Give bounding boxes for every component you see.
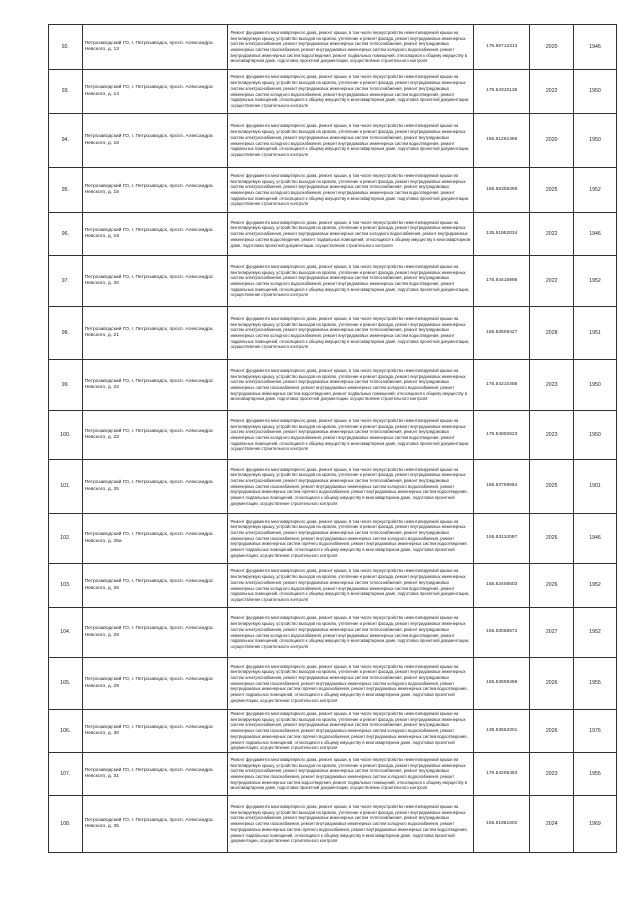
row-number: 92. <box>49 25 83 70</box>
table-row <box>49 658 617 710</box>
row-construction-year: 1946 <box>574 514 617 564</box>
row-address: Петрозаводский ГО, г. Петрозаводск, просп. Александра Невского, д. 25 <box>82 460 228 514</box>
row-construction-year: 1901 <box>574 460 617 514</box>
table-row <box>49 514 617 564</box>
row-planned-year: 2027 <box>530 608 574 658</box>
row-works: Ремонт фундамента многоквартирного дома, ремонт крыши, в том числе переустройство невентилируемой крыши на вентилируемую крышу, устройство выходов на кровлю, утепление и ремонт фасада, ремонт внутридомовых инженерных систем электроснабжения, ремонт внутридомовых инженерных систем теплоснабжения, ремонт внутридомовых инженерных систем холодного водоснабжения, ремонт внутридомовых инженерных систем водоотведения, ремонт подвальных помещений, относящихся к общему имуществу в многоквартирном доме, подготовка проектной документации, осуществление строительного контроля <box>228 608 474 658</box>
row-construction-year: 1976 <box>574 710 617 753</box>
row-address: Петрозаводский ГО, г. Петрозаводск, просп. Александра Невского, д. 29 <box>82 658 228 710</box>
row-address: Петрозаводский ГО, г. Петрозаводск, просп. Александра Невского, д. 14 <box>82 70 228 114</box>
table-row <box>49 114 617 168</box>
row-cost: 135.53663301 <box>474 710 530 753</box>
row-cost: 155.53509427 <box>474 307 530 360</box>
row-planned-year: 2023 <box>530 360 574 411</box>
row-address: Петрозаводский ГО, г. Петрозаводск, просп. Александра Невского, д. 21 <box>82 307 228 360</box>
row-number: 104. <box>49 608 83 658</box>
table-row <box>49 608 617 658</box>
row-number: 108. <box>49 796 83 853</box>
row-address: Петрозаводский ГО, г. Петрозаводск, просп. Александра Невского, д. 18 <box>82 168 228 213</box>
row-works: Ремонт фундамента многоквартирного дома, ремонт крыши, в том числе переустройство невентилируемой крыши на вентилируемую крышу, устройство выходов на кровлю, утепление и ремонт фасада, ремонт внутридомовых инженерных систем электроснабжения, ремонт внутридомовых инженерных систем теплоснабжения, ремонт внутридомовых инженерных систем газоснабжения, ремонт внутридомовых инженерных систем холодного водоснабжения, ремонт внутридомовых инженерных систем горячего водоснабжения, ремонт внутридомовых инженерных систем водоотведения, ремонт подвальных помещений, относящихся к общему имуществу в многоквартирном доме, подготовка проектной документации, осуществление строительного контроля <box>228 796 474 853</box>
row-planned-year: 2025 <box>530 460 574 514</box>
row-cost: 155.53110097 <box>474 514 530 564</box>
row-works: Ремонт фундамента многоквартирного дома, ремонт крыши, в том числе переустройство невентилируемой крыши на вентилируемую крышу, устройство выходов на кровлю, утепление и ремонт фасада, ремонт внутридомовых инженерных систем электроснабжения, ремонт внутридомовых инженерных систем теплоснабжения, ремонт внутридомовых инженерных систем газоснабжения, ремонт внутридомовых инженерных систем холодного водоснабжения, ремонт внутридомовых инженерных систем горячего водоснабжения, ремонт внутридомовых инженерных систем водоотведения, ремонт подвальных помещений, относящихся к общему имуществу в многоквартирном доме, подготовка проектной документации, осуществление строительного контроля <box>228 460 474 514</box>
row-planned-year: 2023 <box>530 411 574 460</box>
row-works: Ремонт фундамента многоквартирного дома, ремонт крыши, в том числе переустройство невентилируемой крыши на вентилируемую крышу, устройство выходов на кровлю, утепление и ремонт фасада, ремонт внутридомовых инженерных систем электроснабжения, ремонт внутридомовых инженерных систем теплоснабжения, ремонт внутридомовых инженерных систем холодного водоснабжения, ремонт внутридомовых инженерных систем водоотведения, ремонт подвальных помещений, относящихся к общему имуществу в многоквартирном доме, подготовка проектной документации, осуществление строительного контроля <box>228 411 474 460</box>
row-number: 97. <box>49 256 83 307</box>
row-cost: 175.54310135 <box>474 70 530 114</box>
row-number: 103. <box>49 564 83 608</box>
row-works: Ремонт фундамента многоквартирного дома, ремонт крыши, в том числе переустройство невентилируемой крыши на вентилируемую крышу, устройство выходов на кровлю, утепление и ремонт фасада, ремонт внутридомовых инженерных систем электроснабжения, ремонт внутридомовых инженерных систем теплоснабжения, ремонт внутридомовых инженерных систем холодного водоснабжения, ремонт внутридомовых инженерных систем водоотведения, ремонт подвальных помещений, относящихся к общему имуществу в многоквартирном доме, подготовка проектной документации, осуществление строительного контроля <box>228 256 474 307</box>
row-construction-year: 1950 <box>574 114 617 168</box>
row-planned-year: 2022 <box>530 256 574 307</box>
table-row <box>49 213 617 256</box>
row-cost: 155.53608496 <box>474 658 530 710</box>
row-number: 100. <box>49 411 83 460</box>
row-number: 102. <box>49 514 83 564</box>
row-construction-year: 1952 <box>574 608 617 658</box>
row-address: Петрозаводский ГО, г. Петрозаводск, просп. Александра Невского, д. 16 <box>82 114 228 168</box>
row-address: Петрозаводский ГО, г. Петрозаводск, просп. Александра Невского, д. 22 <box>82 360 228 411</box>
row-construction-year: 1952 <box>574 564 617 608</box>
row-number: 93. <box>49 70 83 114</box>
row-number: 105. <box>49 658 83 710</box>
row-planned-year: 2028 <box>530 307 574 360</box>
row-works: Ремонт фундамента многоквартирного дома, ремонт крыши, в том числе переустройство невентилируемой крыши на вентилируемую крышу, устройство выходов на кровлю, утепление и ремонт фасада, ремонт внутридомовых инженерных систем электроснабжения, ремонт внутридомовых инженерных систем холодного водоснабжения, ремонт внутридомовых инженерных систем водоотведения, ремонт подвальных помещений, относящихся к общему имуществу в многоквартирном доме, подготовка проектной документации, осуществление строительного контроля <box>228 213 474 256</box>
row-cost: 155.51261469 <box>474 114 530 168</box>
row-number: 98. <box>49 307 83 360</box>
row-planned-year: 2022 <box>530 70 574 114</box>
table-row <box>49 796 617 853</box>
row-number: 99. <box>49 360 83 411</box>
row-number: 96. <box>49 213 83 256</box>
row-address: Петрозаводский ГО, г. Петрозаводск, просп. Александра Невского, д. 26 <box>82 564 228 608</box>
row-cost: 175.54902623 <box>474 411 530 460</box>
row-works: Ремонт фундамента многоквартирного дома, ремонт крыши, в том числе переустройство невентилируемой крыши на вентилируемую крышу, устройство выходов на кровлю, утепление и ремонт фасада, ремонт внутридомовых инженерных систем электроснабжения, ремонт внутридомовых инженерных систем теплоснабжения, ремонт внутридомовых инженерных систем газоснабжения, ремонт внутридомовых инженерных систем холодного водоснабжения, ремонт внутридомовых инженерных систем горячего водоснабжения, ремонт внутридомовых инженерных систем водоотведения, ремонт подвальных помещений, относящихся к общему имуществу в многоквартирном доме, подготовка проектной документации, осуществление строительного контроля <box>228 710 474 753</box>
row-address: Петрозаводский ГО, г. Петрозаводск, просп. Александра Невского, д. 25а <box>82 514 228 564</box>
row-address: Петрозаводский ГО, г. Петрозаводск, просп. Александра Невского, д. 31 <box>82 753 228 796</box>
row-construction-year: 1951 <box>574 307 617 360</box>
capital-repair-table <box>48 24 617 853</box>
row-planned-year: 2026 <box>530 658 574 710</box>
row-works: Ремонт фундамента многоквартирного дома, ремонт крыши, в том числе переустройство невентилируемой крыши на вентилируемую крышу, устройство выходов на кровлю, утепление и ремонт фасада, ремонт внутридомовых инженерных систем электроснабжения, ремонт внутридомовых инженерных систем теплоснабжения, ремонт внутридомовых инженерных систем холодного водоснабжения, ремонт внутридомовых инженерных систем водоотведения, ремонт подвальных помещений, относящихся к общему имуществу в многоквартирном доме, подготовка проектной документации, осуществление строительного контроля <box>228 564 474 608</box>
row-address: Петрозаводский ГО, г. Петрозаводск, просп. Александра Невского, д. 28 <box>82 608 228 658</box>
row-address: Петрозаводский ГО, г. Петрозаводск, просп. Александра Невского, д. 23 <box>82 411 228 460</box>
row-planned-year: 2022 <box>530 213 574 256</box>
row-planned-year: 2026 <box>530 514 574 564</box>
row-planned-year: 2026 <box>530 564 574 608</box>
table-row <box>49 460 617 514</box>
table-row <box>49 710 617 753</box>
row-construction-year: 1952 <box>574 168 617 213</box>
row-planned-year: 2020 <box>530 114 574 168</box>
row-construction-year: 1946 <box>574 213 617 256</box>
table-row <box>49 307 617 360</box>
table-row <box>49 411 617 460</box>
row-address: Петрозаводский ГО, г. Петрозаводск, просп. Александра Невского, д. 20 <box>82 256 228 307</box>
table-row <box>49 564 617 608</box>
row-cost: 175.54416995 <box>474 256 530 307</box>
row-works: Ремонт фундамента многоквартирного дома, ремонт крыши, в том числе переустройство невентилируемой крыши на вентилируемую крышу, устройство выходов на кровлю, утепление и ремонт фасада, ремонт внутридомовых инженерных систем электроснабжения, ремонт внутридомовых инженерных систем теплоснабжения, ремонт внутридомовых инженерных систем газоснабжения, ремонт внутридомовых инженерных систем холодного водоснабжения, ремонт внутридомовых инженерных систем водоотведения, ремонт подвальных помещений, относящихся к общему имуществу в многоквартирном доме, подготовка проектной документации, осуществление строительного контроля <box>228 753 474 796</box>
row-cost: 175.54210488 <box>474 360 530 411</box>
row-cost: 175.55712313 <box>474 25 530 70</box>
row-planned-year: 2020 <box>530 25 574 70</box>
row-planned-year: 2023 <box>530 753 574 796</box>
row-works: Ремонт фундамента многоквартирного дома, ремонт крыши, в том числе переустройство невентилируемой крыши на вентилируемую крышу, устройство выходов на кровлю, утепление и ремонт фасада, ремонт внутридомовых инженерных систем электроснабжения, ремонт внутридомовых инженерных систем теплоснабжения, ремонт внутридомовых инженерных систем холодного водоснабжения, ремонт внутридомовых инженерных систем водоотведения, ремонт подвальных помещений, относящихся к общему имуществу в многоквартирном доме, подготовка проектной документации, осуществление строительного контроля <box>228 70 474 114</box>
row-cost: 155.53406503 <box>474 564 530 608</box>
row-works: Ремонт фундамента многоквартирного дома, ремонт крыши, в том числе переустройство невентилируемой крыши на вентилируемую крышу, устройство выходов на кровлю, утепление и ремонт фасада, ремонт внутридомовых инженерных систем электроснабжения, ремонт внутридомовых инженерных систем теплоснабжения, ремонт внутридомовых инженерных систем газоснабжения, ремонт внутридомовых инженерных систем холодного водоснабжения, ремонт внутридомовых инженерных систем горячего водоснабжения, ремонт внутридомовых инженерных систем водоотведения, ремонт подвальных помещений, относящихся к общему имуществу в многоквартирном доме, подготовка проектной документации, осуществление строительного контроля <box>228 514 474 564</box>
row-number: 106. <box>49 710 83 753</box>
row-construction-year: 1952 <box>574 256 617 307</box>
row-works: Ремонт фундамента многоквартирного дома, ремонт крыши, в том числе переустройство невентилируемой крыши на вентилируемую крышу, устройство выходов на кровлю, утепление и ремонт фасада, ремонт внутридомовых инженерных систем электроснабжения, ремонт внутридомовых инженерных систем теплоснабжения, ремонт внутридомовых инженерных систем газоснабжения, ремонт внутридомовых инженерных систем холодного водоснабжения, ремонт внутридомовых инженерных систем водоотведения, ремонт подвальных помещений, относящихся к общему имуществу в многоквартирном доме, подготовка проектной документации, осуществление строительного контроля <box>228 360 474 411</box>
table-row <box>49 753 617 796</box>
row-cost: 155.53068572 <box>474 608 530 658</box>
row-planned-year: 2026 <box>530 710 574 753</box>
row-works: Ремонт фундамента многоквартирного дома, ремонт крыши, в том числе переустройство невентилируемой крыши на вентилируемую крышу, устройство выходов на кровлю, утепление и ремонт фасада, ремонт внутридомовых инженерных систем электроснабжения, ремонт внутридомовых инженерных систем теплоснабжения, ремонт внутридомовых инженерных систем газоснабжения, ремонт внутридомовых инженерных систем холодного водоснабжения, ремонт внутридомовых инженерных систем горячего водоснабжения, ремонт внутридомовых инженерных систем водоотведения, ремонт подвальных помещений, относящихся к общему имуществу в многоквартирном доме, подготовка проектной документации, осуществление строительного контроля <box>228 658 474 710</box>
row-number: 95. <box>49 168 83 213</box>
row-address: Петрозаводский ГО, г. Петрозаводск, просп. Александра Невского, д. 35 <box>82 796 228 853</box>
row-address: Петрозаводский ГО, г. Петрозаводск, просп. Александра Невского, д. 19 <box>82 213 228 256</box>
row-works: Ремонт фундамента многоквартирного дома, ремонт крыши, в том числе переустройство невентилируемой крыши на вентилируемую крышу, устройство выходов на кровлю, утепление и ремонт фасада, ремонт внутридомовых инженерных систем электроснабжения, ремонт внутридомовых инженерных систем теплоснабжения, ремонт внутридомовых инженерных систем холодного водоснабжения, ремонт внутридомовых инженерных систем водоотведения, ремонт подвальных помещений, относящихся к общему имуществу в многоквартирном доме, подготовка проектной документации, осуществление строительного контроля <box>228 114 474 168</box>
row-works: Ремонт фундамента многоквартирного дома, ремонт крыши, в том числе переустройство невентилируемой крыши на вентилируемую крышу, устройство выходов на кровлю, утепление и ремонт фасада, ремонт внутридомовых инженерных систем электроснабжения, ремонт внутридомовых инженерных систем теплоснабжения, ремонт внутридомовых инженерных систем холодного водоснабжения, ремонт внутридомовых инженерных систем водоотведения, ремонт подвальных помещений, относящихся к общему имуществу в многоквартирном доме, подготовка проектной документации, осуществление строительного контроля <box>228 168 474 213</box>
table-row <box>49 256 617 307</box>
row-construction-year: 1950 <box>574 70 617 114</box>
row-cost: 155.53759664 <box>474 460 530 514</box>
table-row <box>49 70 617 114</box>
row-construction-year: 1955 <box>574 753 617 796</box>
row-cost: 135.51952034 <box>474 213 530 256</box>
row-planned-year: 2024 <box>530 796 574 853</box>
row-number: 107. <box>49 753 83 796</box>
table-row <box>49 168 617 213</box>
table-row <box>49 25 617 70</box>
row-construction-year: 1950 <box>574 411 617 460</box>
row-construction-year: 1946 <box>574 25 617 70</box>
row-works: Ремонт фундамента многоквартирного дома, ремонт крыши, в том числе переустройство невентилируемой крыши на вентилируемую крышу, устройство выходов на кровлю, утепление и ремонт фасада, ремонт внутридомовых инженерных систем электроснабжения, ремонт внутридомовых инженерных систем теплоснабжения, ремонт внутридомовых инженерных систем газоснабжения, ремонт внутридомовых инженерных систем холодного водоснабжения, ремонт внутридомовых инженерных систем водоотведения, ремонт подвальных помещений, относящихся к общему имуществу в многоквартирном доме, подготовка проектной документации, осуществление строительного контроля <box>228 25 474 70</box>
row-number: 101. <box>49 460 83 514</box>
row-cost: 155.55308499 <box>474 168 530 213</box>
row-construction-year: 1950 <box>574 360 617 411</box>
row-address: Петрозаводский ГО, г. Петрозаводск, просп. Александра Невского, д. 30 <box>82 710 228 753</box>
row-number: 94. <box>49 114 83 168</box>
row-address: Петрозаводский ГО, г. Петрозаводск, просп. Александра Невского, д. 13 <box>82 25 228 70</box>
row-planned-year: 2025 <box>530 168 574 213</box>
row-cost: 155.51981602 <box>474 796 530 853</box>
row-construction-year: 1969 <box>574 796 617 853</box>
row-works: Ремонт фундамента многоквартирного дома, ремонт крыши, в том числе переустройство невентилируемой крыши на вентилируемую крышу, устройство выходов на кровлю, утепление и ремонт фасада, ремонт внутридомовых инженерных систем электроснабжения, ремонт внутридомовых инженерных систем теплоснабжения, ремонт внутридомовых инженерных систем холодного водоснабжения, ремонт внутридомовых инженерных систем водоотведения, ремонт подвальных помещений, относящихся к общему имуществу в многоквартирном доме, подготовка проектной документации, осуществление строительного контроля <box>228 307 474 360</box>
row-cost: 175.54205483 <box>474 753 530 796</box>
table-row <box>49 360 617 411</box>
row-construction-year: 1955 <box>574 658 617 710</box>
table-body <box>49 25 617 853</box>
